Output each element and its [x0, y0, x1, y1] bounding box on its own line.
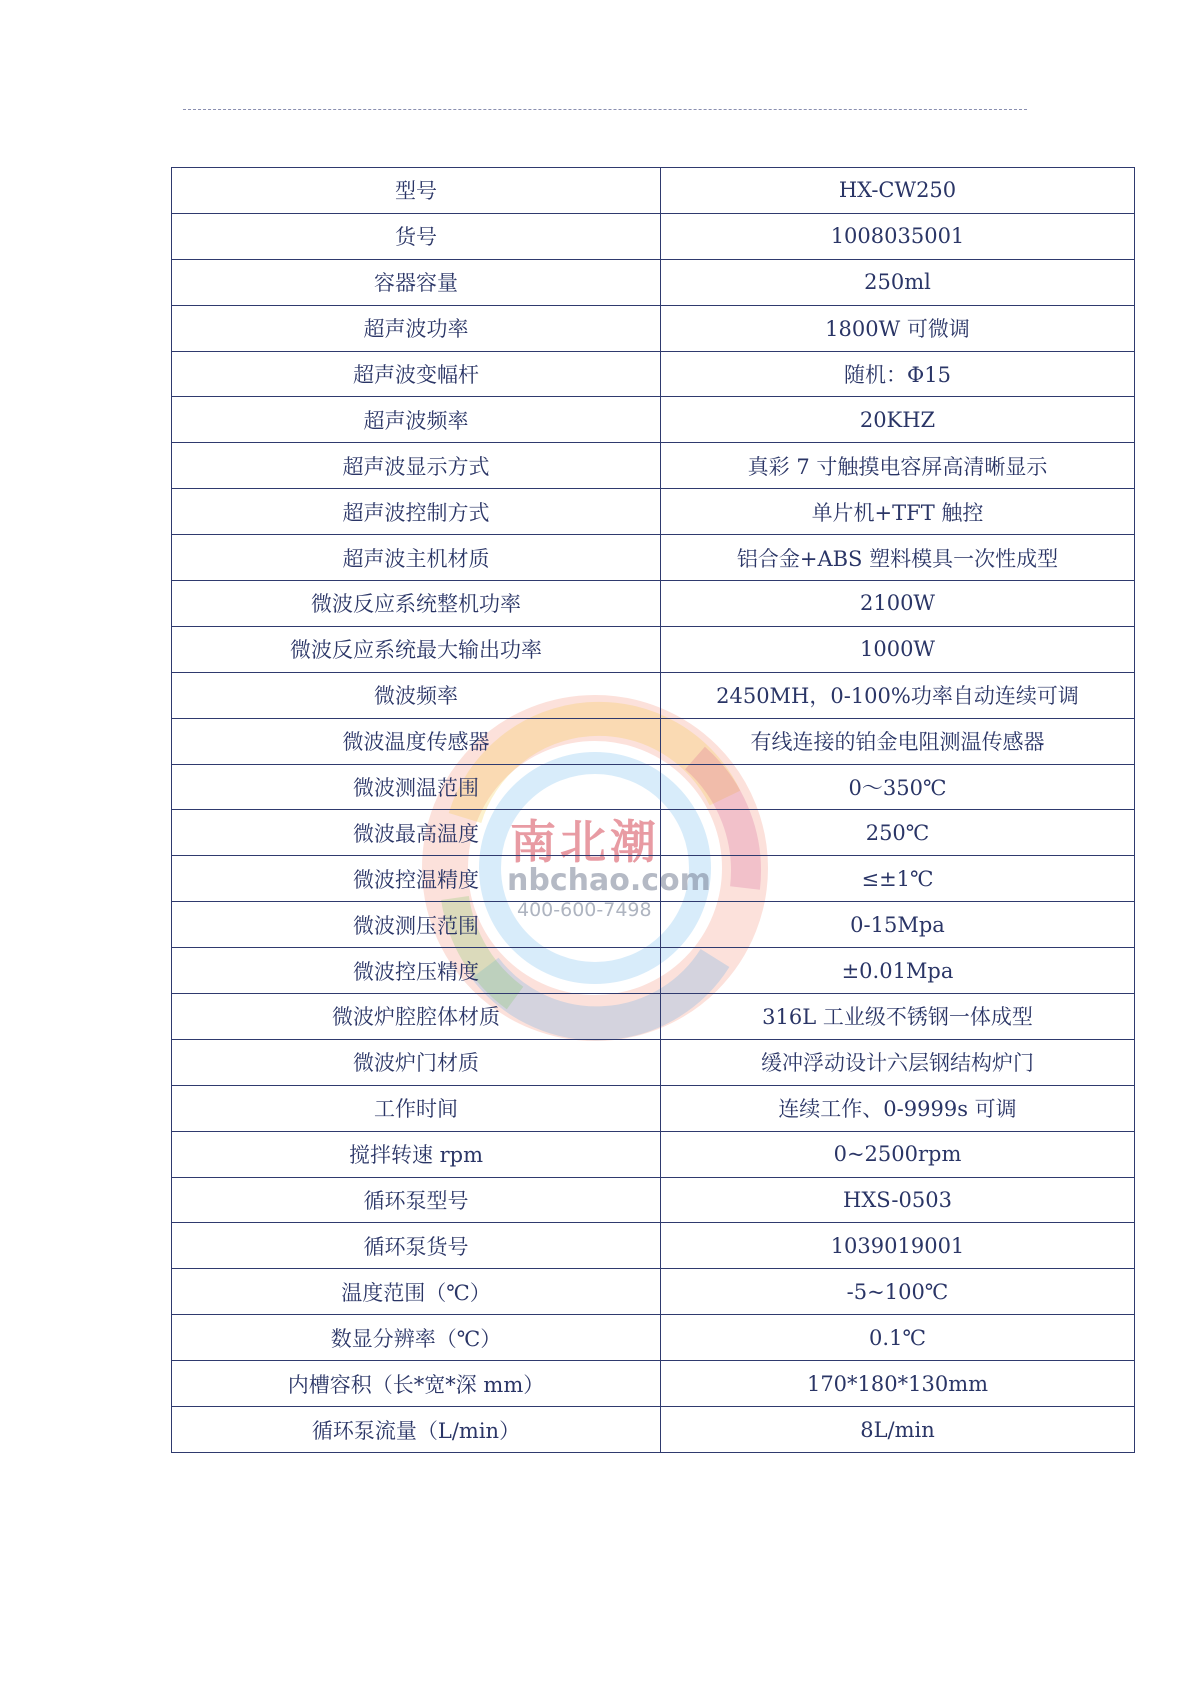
spec-value: 1000W — [661, 626, 1135, 672]
table-row — [172, 1315, 1135, 1361]
spec-label: 数显分辨率（℃） — [172, 1315, 661, 1361]
table-row — [172, 1177, 1135, 1223]
spec-label: 超声波主机材质 — [172, 535, 661, 581]
spec-value: 20KHZ — [661, 397, 1135, 443]
spec-value: 1008035001 — [661, 213, 1135, 259]
watermark-brand-en: nbchao.com — [507, 863, 711, 898]
spec-label: 微波温度传感器 — [172, 718, 661, 764]
spec-label: 温度范围（℃） — [172, 1269, 661, 1315]
spec-label: 容器容量 — [172, 259, 661, 305]
watermark-brand-cn: 南北潮 — [510, 815, 660, 869]
spec-label: 循环泵货号 — [172, 1223, 661, 1269]
spec-label: 货号 — [172, 213, 661, 259]
spec-label: 搅拌转速 rpm — [172, 1131, 661, 1177]
spec-label: 型号 — [172, 168, 661, 214]
spec-value: ≤±1℃ — [661, 856, 1135, 902]
watermark-phone: 400-600-7498 — [517, 899, 652, 921]
table-row — [172, 856, 1135, 902]
spec-label: 微波最高温度 — [172, 810, 661, 856]
spec-table — [171, 167, 1135, 1453]
table-row — [172, 305, 1135, 351]
table-row — [172, 535, 1135, 581]
spec-value: 0~2500rpm — [661, 1131, 1135, 1177]
table-row — [172, 1131, 1135, 1177]
spec-value: 0～350℃ — [661, 764, 1135, 810]
table-row — [172, 902, 1135, 948]
spec-value: 0-15Mpa — [661, 902, 1135, 948]
table-row — [172, 489, 1135, 535]
spec-value: 随机：Φ15 — [661, 351, 1135, 397]
spec-label: 超声波控制方式 — [172, 489, 661, 535]
table-row — [172, 626, 1135, 672]
table-row — [172, 581, 1135, 627]
spec-value: 有线连接的铂金电阻测温传感器 — [661, 718, 1135, 764]
spec-value: HX-CW250 — [661, 168, 1135, 214]
table-row — [172, 948, 1135, 994]
table-row — [172, 718, 1135, 764]
table-row — [172, 994, 1135, 1040]
spec-label: 微波炉门材质 — [172, 1039, 661, 1085]
table-row — [172, 168, 1135, 214]
spec-value: 真彩 7 寸触摸电容屏高清晰显示 — [661, 443, 1135, 489]
spec-label: 微波炉腔腔体材质 — [172, 994, 661, 1040]
spec-value: 250ml — [661, 259, 1135, 305]
spec-value: ±0.01Mpa — [661, 948, 1135, 994]
spec-value: 单片机+TFT 触控 — [661, 489, 1135, 535]
spec-label: 微波频率 — [172, 672, 661, 718]
spec-label: 微波控压精度 — [172, 948, 661, 994]
table-row — [172, 1361, 1135, 1407]
spec-value: 1039019001 — [661, 1223, 1135, 1269]
table-row — [172, 1269, 1135, 1315]
table-row — [172, 1085, 1135, 1131]
table-row — [172, 1407, 1135, 1453]
table-row — [172, 213, 1135, 259]
spec-value: 2100W — [661, 581, 1135, 627]
spec-label: 循环泵流量（L/min） — [172, 1407, 661, 1453]
spec-label: 循环泵型号 — [172, 1177, 661, 1223]
spec-label: 超声波频率 — [172, 397, 661, 443]
spec-value: 316L 工业级不锈钢一体成型 — [661, 994, 1135, 1040]
spec-label: 超声波显示方式 — [172, 443, 661, 489]
table-row — [172, 1223, 1135, 1269]
spec-label: 内槽容积（长*宽*深 mm） — [172, 1361, 661, 1407]
spec-label: 超声波功率 — [172, 305, 661, 351]
spec-label: 微波反应系统整机功率 — [172, 581, 661, 627]
spec-value: 2450MH，0-100%功率自动连续可调 — [661, 672, 1135, 718]
header-dashed-rule — [183, 109, 1027, 110]
spec-value: 250℃ — [661, 810, 1135, 856]
spec-label: 微波测温范围 — [172, 764, 661, 810]
spec-label: 超声波变幅杆 — [172, 351, 661, 397]
spec-label: 微波控温精度 — [172, 856, 661, 902]
spec-label: 微波反应系统最大输出功率 — [172, 626, 661, 672]
spec-value: 1800W 可微调 — [661, 305, 1135, 351]
spec-value: 铝合金+ABS 塑料模具一次性成型 — [661, 535, 1135, 581]
table-row — [172, 351, 1135, 397]
table-row — [172, 259, 1135, 305]
spec-value: 连续工作、0-9999s 可调 — [661, 1085, 1135, 1131]
table-row — [172, 810, 1135, 856]
spec-value: 缓冲浮动设计六层钢结构炉门 — [661, 1039, 1135, 1085]
spec-value: HXS-0503 — [661, 1177, 1135, 1223]
table-row — [172, 1039, 1135, 1085]
spec-label: 微波测压范围 — [172, 902, 661, 948]
spec-value: -5~100℃ — [661, 1269, 1135, 1315]
spec-value: 170*180*130mm — [661, 1361, 1135, 1407]
table-row — [172, 397, 1135, 443]
spec-value: 8L/min — [661, 1407, 1135, 1453]
table-row — [172, 443, 1135, 489]
spec-value: 0.1℃ — [661, 1315, 1135, 1361]
spec-label: 工作时间 — [172, 1085, 661, 1131]
table-row — [172, 672, 1135, 718]
table-row — [172, 764, 1135, 810]
